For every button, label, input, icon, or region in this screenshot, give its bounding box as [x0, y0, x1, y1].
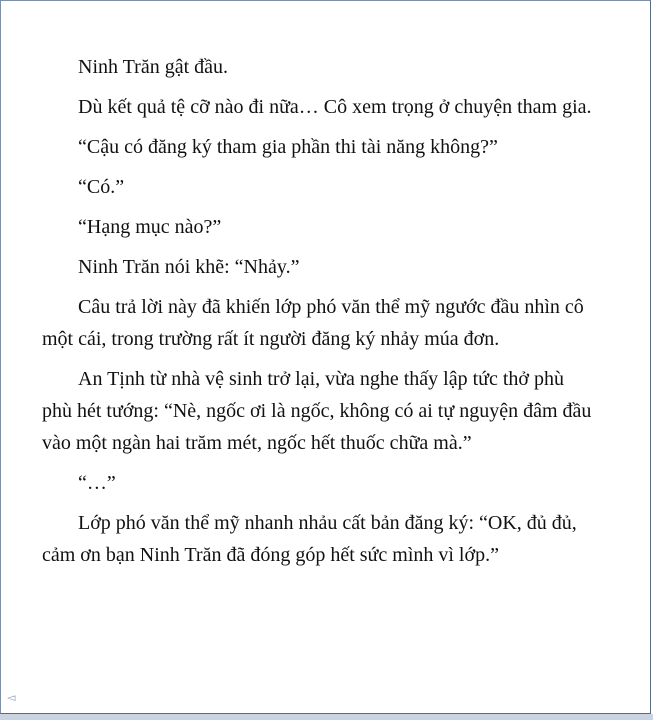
paragraph-1: Ninh Trăn gật đầu. — [78, 56, 228, 78]
paragraph-8 — [42, 363, 606, 459]
left-arrow-icon[interactable]: ◅ — [7, 691, 16, 704]
paragraph-7 — [42, 291, 606, 355]
paragraph-3: “Cậu có đăng ký tham gia phần thi tài năng không?” — [78, 136, 498, 158]
paragraph-10 — [42, 507, 606, 571]
paragraph-9: “…” — [78, 472, 116, 494]
paragraph-7-line-1: Câu trả lời này đã khiến lớp phó văn thể mỹ ngước đầu nhìn cô — [78, 296, 584, 318]
paragraph-10-line-2: cảm ơn bạn Ninh Trăn đã đóng góp hết sức mình vì lớp.” — [42, 544, 499, 566]
paragraph-5: “Hạng mục nào?” — [78, 216, 222, 238]
paragraph-8-line-2: phù hét tướng: “Nè, ngốc ơi là ngốc, không có ai tự nguyện đâm đầu — [42, 400, 592, 422]
window-bottom-edge — [0, 714, 653, 720]
paragraph-10-line-1: Lớp phó văn thể mỹ nhanh nhảu cất bản đăng ký: “OK, đủ đủ, — [78, 512, 577, 534]
document-body — [42, 51, 606, 571]
paragraph-6: Ninh Trăn nói khẽ: “Nhảy.” — [78, 256, 300, 278]
paragraph-2: Dù kết quả tệ cỡ nào đi nữa… Cô xem trọng ở chuyện tham gia. — [78, 96, 592, 118]
paragraph-8-line-1: An Tịnh từ nhà vệ sinh trở lại, vừa nghe thấy lập tức thở phù — [78, 368, 564, 390]
paragraph-4: “Có.” — [78, 176, 125, 198]
paragraph-8-line-3: vào một ngàn hai trăm mét, ngốc hết thuốc chữa mà.” — [42, 432, 472, 454]
paragraph-7-line-2: một cái, trong trường rất ít người đăng ký nhảy múa đơn. — [42, 328, 500, 350]
